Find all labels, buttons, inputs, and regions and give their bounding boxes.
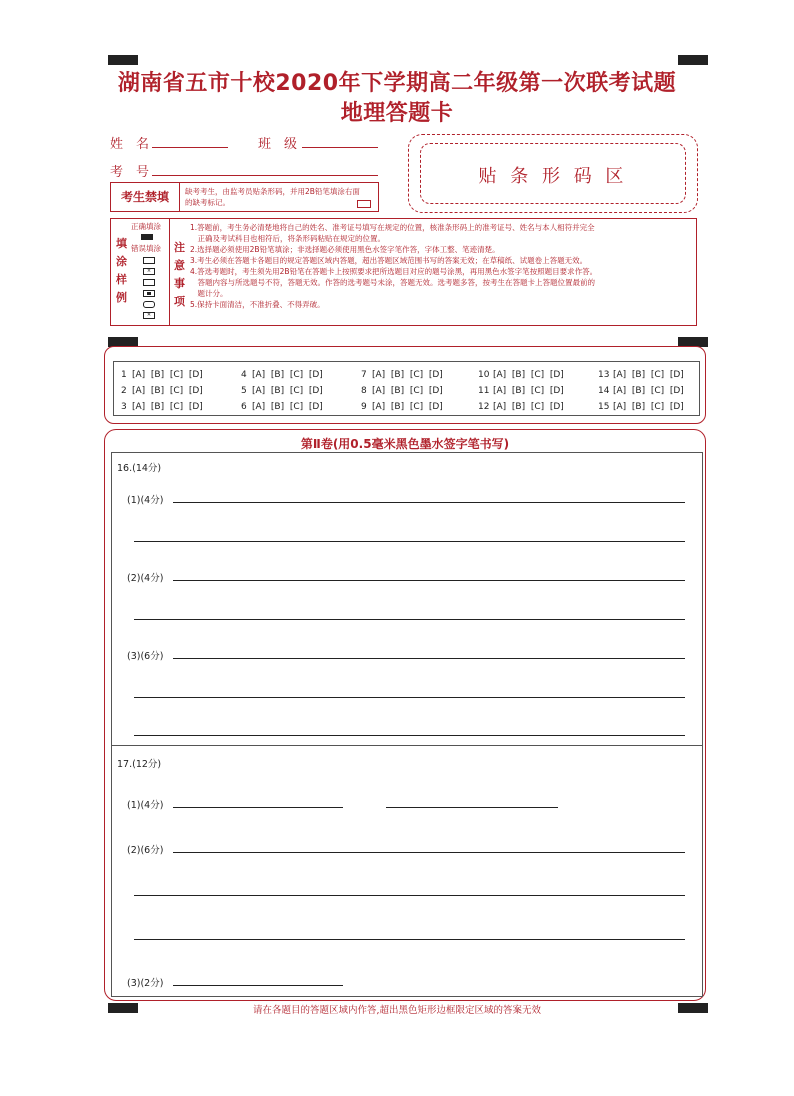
mcq-item[interactable] [361, 386, 443, 396]
mcq-item[interactable] [241, 402, 323, 412]
q17-part-label: (1)(4分) [127, 800, 164, 811]
name-field[interactable] [152, 147, 228, 148]
mcq-item[interactable] [478, 402, 564, 412]
fill-side-char: 样 [116, 273, 127, 286]
mcq-item[interactable] [121, 370, 203, 380]
answer-line[interactable] [173, 807, 343, 808]
class-field[interactable] [302, 147, 378, 148]
q16-part-label: (2)(4分) [127, 573, 164, 584]
notes-side-char: 事 [174, 277, 185, 290]
mcq-number: 4 [241, 370, 247, 380]
mcq-item[interactable] [361, 370, 443, 380]
mcq-options[interactable]: [A] [B] [C] [D] [132, 402, 203, 412]
q-divider [111, 745, 703, 746]
answer-line[interactable] [173, 658, 685, 659]
mcq-item[interactable] [121, 386, 203, 396]
q17-part-label: (3)(2分) [127, 978, 164, 989]
class-label: 班 级 [258, 137, 298, 152]
mcq-options[interactable]: [A] [B] [C] [D] [252, 402, 323, 412]
forbid-label: 考生禁填 [111, 183, 180, 211]
note-line: 答题内容与所选题号不符，答题无效。作答的选考题号未涂，答题无效。选考题多答，按考生在答题卡上答题位置最前的 [190, 278, 595, 287]
fill-divider [169, 219, 170, 325]
note-line: 2.选择题必须使用2B铅笔填涂；非选择题必须使用黑色水签字笔作答，字体工整、笔迹清楚。 [190, 245, 500, 254]
mcq-options[interactable]: [A] [B] [C] [D] [613, 386, 684, 396]
note-line: 5.保持卡面清洁，不准折叠、不得弄破。 [190, 300, 325, 309]
answer-line[interactable] [386, 807, 558, 808]
note-line: 题计分。 [190, 289, 228, 298]
fill-side-char: 例 [116, 291, 127, 304]
mcq-options[interactable]: [A] [B] [C] [D] [493, 402, 564, 412]
correct-fill-sample [141, 234, 153, 240]
mcq-number: 13 [598, 370, 610, 380]
page-subtitle: 地理答题卡 [340, 101, 454, 126]
fill-side-char: 填 [116, 237, 127, 250]
mcq-number: 6 [241, 402, 247, 412]
mcq-number: 7 [361, 370, 367, 380]
forbid-box [110, 182, 379, 212]
mcq-number: 3 [121, 402, 127, 412]
mcq-item[interactable] [598, 386, 684, 396]
answer-line[interactable] [134, 619, 685, 620]
mcq-item[interactable] [478, 386, 564, 396]
notes-side-char: 意 [174, 259, 185, 272]
forbid-text: 缺考考生，由监考员贴条形码，并用2B铅笔填涂右面的缺考标记。 [185, 187, 360, 207]
notes-side-label [174, 239, 186, 311]
mcq-options[interactable]: [A] [B] [C] [D] [613, 370, 684, 380]
q17-part-label: (2)(6分) [127, 845, 164, 856]
mcq-options[interactable]: [A] [B] [C] [D] [372, 402, 443, 412]
wrong-fill-sample: × [143, 268, 155, 275]
mcq-item[interactable] [121, 402, 203, 412]
instructions-box [110, 218, 697, 326]
mcq-number: 5 [241, 386, 247, 396]
mcq-options[interactable]: [A] [B] [C] [D] [372, 370, 443, 380]
q17-label: 17.(12分) [117, 759, 162, 770]
mcq-number: 14 [598, 386, 610, 396]
mcq-number: 1 [121, 370, 127, 380]
mcq-options[interactable]: [A] [B] [C] [D] [132, 386, 203, 396]
barcode-label: 贴 条 形 码 区 [478, 166, 628, 187]
mcq-item[interactable] [361, 402, 443, 412]
answer-line[interactable] [134, 895, 685, 896]
mcq-options[interactable]: [A] [B] [C] [D] [613, 402, 684, 412]
mcq-item[interactable] [598, 370, 684, 380]
q16-part-label: (1)(4分) [127, 495, 164, 506]
wrong-fill-sample [143, 301, 155, 308]
notes-side-char: 注 [174, 241, 185, 254]
id-label: 考 号 [110, 165, 150, 180]
registration-mark [678, 55, 708, 65]
mcq-item[interactable] [241, 386, 323, 396]
answer-line[interactable] [134, 939, 685, 940]
note-line: 正确及考试科目也相符后，将条形码粘贴在规定的位置。 [190, 234, 385, 243]
mcq-item[interactable] [598, 402, 684, 412]
wrong-fill-sample [143, 279, 155, 286]
wrong-fill-sample: ✕ [143, 312, 155, 319]
wrong-fill-label: 错误填涂 [131, 244, 161, 253]
mcq-number: 9 [361, 402, 367, 412]
name-label: 姓 名 [110, 137, 150, 152]
mcq-options[interactable]: [A] [B] [C] [D] [372, 386, 443, 396]
notes-list [190, 222, 695, 310]
mcq-options[interactable]: [A] [B] [C] [D] [493, 370, 564, 380]
mcq-options[interactable]: [A] [B] [C] [D] [493, 386, 564, 396]
answer-line[interactable] [134, 735, 685, 736]
correct-fill-label: 正确填涂 [131, 222, 161, 231]
mcq-number: 2 [121, 386, 127, 396]
mcq-number: 10 [478, 370, 490, 380]
mcq-item[interactable] [241, 370, 323, 380]
answer-line[interactable] [173, 985, 343, 986]
mcq-number: 11 [478, 386, 490, 396]
id-field[interactable] [152, 175, 378, 176]
mcq-options[interactable]: [A] [B] [C] [D] [252, 386, 323, 396]
notes-side-char: 项 [174, 295, 185, 308]
q16-part-label: (3)(6分) [127, 651, 164, 662]
registration-mark [108, 55, 138, 65]
fill-example-side-label [116, 235, 128, 307]
section2-title: 第Ⅱ卷(用0.5毫米黑色墨水签字笔书写) [300, 437, 510, 451]
absent-mark-box[interactable] [357, 200, 371, 208]
mcq-options[interactable]: [A] [B] [C] [D] [252, 370, 323, 380]
mcq-number: 15 [598, 402, 610, 412]
mcq-item[interactable] [478, 370, 564, 380]
mcq-number: 8 [361, 386, 367, 396]
wrong-fill-sample [143, 290, 155, 297]
answer-line[interactable] [134, 541, 685, 542]
mcq-options[interactable]: [A] [B] [C] [D] [132, 370, 203, 380]
page-title: 湖南省五市十校2020年下学期高二年级第一次联考试题 [117, 71, 677, 96]
note-line: 1.答题前，考生务必清楚地将自己的姓名、准考证号填写在规定的位置，核准条形码上的准考证号、姓名与本人相符并完全 [190, 223, 595, 232]
wrong-fill-sample [143, 257, 155, 264]
answer-line[interactable] [173, 502, 685, 503]
mcq-number: 12 [478, 402, 490, 412]
answer-line[interactable] [173, 852, 685, 853]
footer-note: 请在各题目的答题区域内作答,超出黑色矩形边框限定区域的答案无效 [252, 1005, 542, 1016]
answer-line[interactable] [173, 580, 685, 581]
answer-line[interactable] [134, 697, 685, 698]
note-line: 4.答选考题时，考生须先用2B铅笔在答题卡上按照要求把所选题目对应的题号涂黑，再用黑色水签字笔按照题目要求作答。 [190, 267, 598, 276]
note-line: 3.考生必须在答题卡各题目的规定答题区域内答题，超出答题区域范围书写的答案无效；在草稿纸、试题卷上答题无效。 [190, 256, 588, 265]
section2-inner [111, 452, 703, 997]
q16-label: 16.(14分) [117, 463, 162, 474]
fill-side-char: 涂 [116, 255, 127, 268]
